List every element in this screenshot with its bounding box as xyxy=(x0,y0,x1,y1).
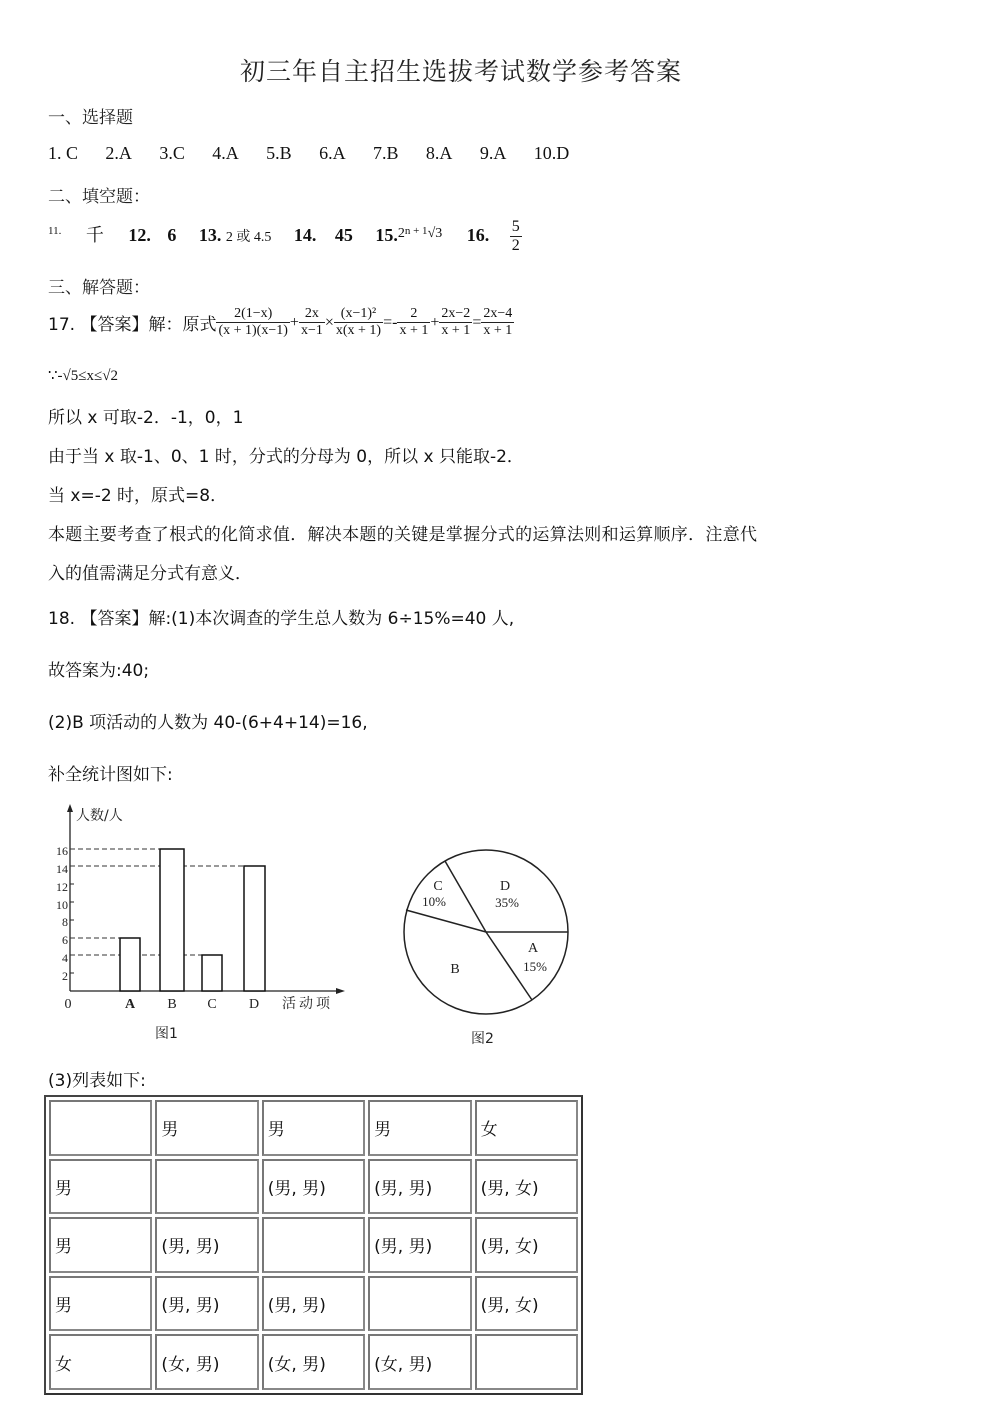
fraction: $\frac{\text{(x−1)²}}{x(x + 1)}$ xyxy=(335,306,382,339)
table-cell: 女 xyxy=(475,1100,578,1156)
operator: × xyxy=(324,313,334,331)
pie-label-A: A xyxy=(527,941,539,956)
pie-chart xyxy=(395,843,580,1053)
choice-answer: 2.A xyxy=(105,143,132,163)
pie-label-C: C xyxy=(433,879,443,894)
table-cell xyxy=(475,1334,578,1390)
choice-answer: 1. C xyxy=(48,143,79,163)
pie-pct-C: 10% xyxy=(422,894,446,909)
q14-value: 45 xyxy=(334,225,353,246)
table-cell: (男, 女) xyxy=(475,1159,578,1215)
q15-label: 15. xyxy=(375,225,398,246)
operator: =- xyxy=(383,313,398,331)
q18-line2: 故答案为:40; xyxy=(48,661,150,681)
choice-answer: 3.C xyxy=(159,143,185,163)
choice-answer: 7.B xyxy=(372,143,399,163)
x-axis-arrow-icon xyxy=(336,988,345,994)
table-cell: (男, 女) xyxy=(475,1276,578,1332)
section-solve-heading: 三、解答题： xyxy=(48,278,150,298)
fraction: $\frac{2x}{x-1}$ xyxy=(300,306,323,339)
table-header-row xyxy=(49,1100,578,1156)
q13-label: 13. xyxy=(198,225,222,246)
q17-expression xyxy=(48,306,514,339)
table-cell: (女, 男) xyxy=(262,1334,365,1390)
q17-prefix: 17. 【答案】解：原式 xyxy=(48,315,217,336)
q17-line1: 所以 x 可取-2．-1，0，1 xyxy=(48,408,244,428)
choice-answer: 10.D xyxy=(533,143,570,163)
table-cell: (男, 男) xyxy=(262,1159,365,1215)
bar-A xyxy=(120,938,140,991)
x-tick-B: B xyxy=(167,997,177,1012)
choice-answer: 4.A xyxy=(212,143,239,163)
bar-D xyxy=(244,866,265,991)
q17-line2: 由于当 x 取-1、0、1 时，分式的分母为 0，所以 x 只能取-2． xyxy=(48,447,524,467)
pie-label-B: B xyxy=(450,962,460,977)
table-cell: (男, 男) xyxy=(368,1159,471,1215)
section-fill-heading: 二、填空题： xyxy=(48,187,150,207)
x-tick-C: C xyxy=(207,997,217,1012)
y-tick: 16 xyxy=(56,844,68,858)
bar-chart xyxy=(40,800,360,1050)
table-cell: 男 xyxy=(49,1217,152,1273)
table-cell xyxy=(368,1276,471,1332)
pie-label-D: D xyxy=(499,879,511,894)
fill-answers xyxy=(48,218,522,256)
q15-exp: n + 1 xyxy=(404,225,428,238)
choice-answer: 8.A xyxy=(425,143,453,163)
fraction: $\frac{2(1-x)}{(x + 1)(x-1)}$ xyxy=(218,306,288,339)
x-tick-A: A xyxy=(124,997,136,1012)
table-row xyxy=(49,1217,578,1273)
y-tick: 2 xyxy=(62,969,68,983)
fraction: $\frac{2x-4}{x + 1}$ xyxy=(483,306,513,339)
q16-denominator: 2 xyxy=(511,237,520,255)
section-choice-heading: 一、选择题 xyxy=(48,108,133,128)
choice-answer: 9.A xyxy=(479,143,507,163)
table-cell: 男 xyxy=(368,1100,471,1156)
table-row xyxy=(49,1334,578,1390)
table-cell: (男, 男) xyxy=(262,1276,365,1332)
table-cell: (男, 男) xyxy=(155,1276,258,1332)
q16-label: 16. xyxy=(466,225,490,246)
table-cell: (女, 男) xyxy=(155,1334,258,1390)
table-cell xyxy=(262,1217,365,1273)
q18-line3: (2)B 项活动的人数为 40-(6+4+14)=16, xyxy=(48,713,368,733)
table-cell: (男, 男) xyxy=(368,1217,471,1273)
table-cell: 男 xyxy=(49,1159,152,1215)
bar-C xyxy=(202,955,222,991)
table-cell: (女, 男) xyxy=(368,1334,471,1390)
y-tick: 12 xyxy=(56,880,68,894)
q17-condition: ∵-√5≤x≤√2 xyxy=(48,368,118,384)
y-axis-arrow-icon xyxy=(67,804,73,812)
operator: + xyxy=(289,313,299,331)
choice-answer: 6.A xyxy=(319,143,346,163)
q18-line5: (3)列表如下: xyxy=(48,1071,146,1091)
table-row xyxy=(49,1276,578,1332)
q17-summary-line1: 本题主要考查了根式的化简求值．解决本题的关键是掌握分式的运算法则和运算顺序．注意代 xyxy=(48,525,758,545)
y-axis-label: 人数/人 xyxy=(76,808,123,824)
q15-base: 2 xyxy=(397,226,405,242)
y-tick: 8 xyxy=(62,915,68,929)
table-cell: 女 xyxy=(49,1334,152,1390)
table-cell: 男 xyxy=(155,1100,258,1156)
figure1-caption: 图1 xyxy=(155,1026,178,1042)
pie-pct-A: 15% xyxy=(523,959,547,974)
choice-answers xyxy=(48,143,591,164)
x-tick-D: D xyxy=(248,997,260,1012)
q18-line1: 18. 【答案】解:(1)本次调查的学生总人数为 6÷15%=40 人, xyxy=(48,609,515,629)
y-tick: 4 xyxy=(62,951,68,965)
choice-answer: 5.B xyxy=(266,143,292,163)
table-cell xyxy=(155,1159,258,1215)
origin-label: 0 xyxy=(64,997,72,1012)
outcome-table xyxy=(44,1095,583,1395)
y-tick: 6 xyxy=(62,933,68,947)
q12-value: 6 xyxy=(167,225,177,246)
q15-root: √3 xyxy=(427,226,443,242)
table-cell: 男 xyxy=(262,1100,365,1156)
q13-value: 2 或 4.5 xyxy=(225,230,272,246)
bar-chart-svg xyxy=(40,800,360,1050)
fraction: $\frac{2}{x + 1}$ xyxy=(399,306,429,339)
fraction: $\frac{2x-2}{x + 1}$ xyxy=(441,306,471,339)
q16-numerator: 5 xyxy=(510,218,522,237)
table-cell: (男, 女) xyxy=(475,1217,578,1273)
q17-summary-line2: 入的值需满足分式有意义． xyxy=(48,564,252,584)
table-cell: (男, 男) xyxy=(155,1217,258,1273)
table-cell xyxy=(49,1100,152,1156)
q16-fraction xyxy=(510,218,522,256)
pie-chart-svg xyxy=(395,843,580,1053)
operator: = xyxy=(472,313,482,331)
y-tick: 14 xyxy=(56,862,68,876)
operator: + xyxy=(430,313,440,331)
y-tick: 10 xyxy=(56,898,68,912)
q12-label: 12. xyxy=(128,225,151,246)
q18-line4: 补全统计图如下: xyxy=(48,765,173,785)
q11-value: 千 xyxy=(85,225,104,247)
q17-line3: 当 x=-2 时，原式=8． xyxy=(48,486,228,506)
q11-label: 11. xyxy=(48,225,62,238)
bar-B xyxy=(160,849,184,991)
x-axis-label: 活动项 xyxy=(282,996,333,1012)
page-title: 初三年自主招生选拔考试数学参考答案 xyxy=(239,57,682,86)
table-row xyxy=(49,1159,578,1215)
table-cell: 男 xyxy=(49,1276,152,1332)
pie-pct-D: 35% xyxy=(495,895,519,910)
figure2-caption: 图2 xyxy=(471,1031,494,1047)
q14-label: 14. xyxy=(293,225,317,246)
